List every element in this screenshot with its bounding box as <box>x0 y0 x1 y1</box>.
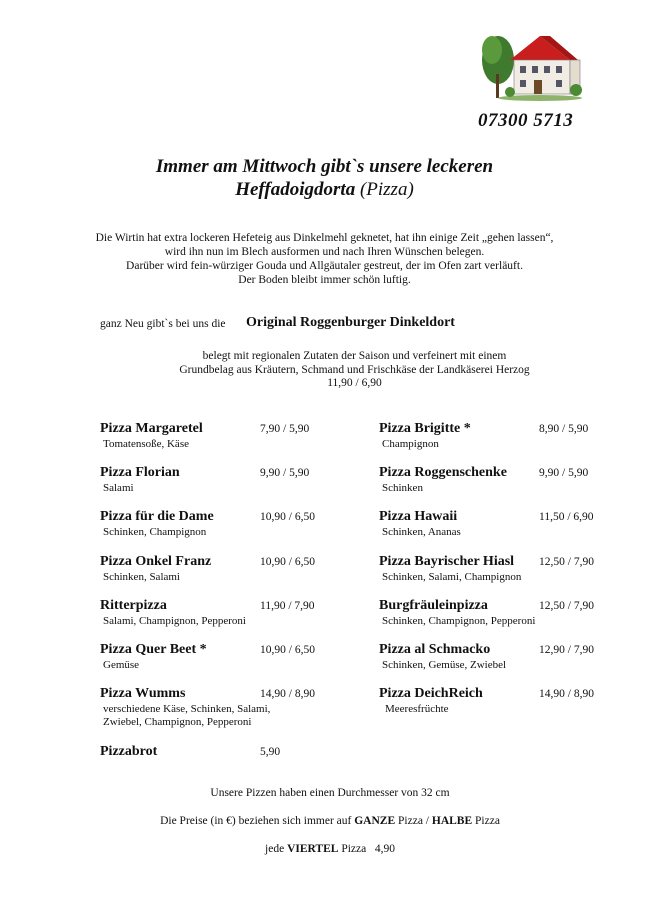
menu-item-desc: Schinken, Ananas <box>382 526 461 538</box>
menu-item-name: Pizza Wumms <box>100 686 186 701</box>
menu-item-price: 12,50 / 7,90 <box>539 600 594 612</box>
menu-item-desc: Schinken <box>382 482 423 494</box>
menu-item-name: Burgfräuleinpizza <box>379 598 488 613</box>
price-note-mid: Pizza / <box>398 815 429 827</box>
menu-item-name: Ritterpizza <box>100 598 167 613</box>
intro-line: Darüber wird fein-würziger Gouda und Allgäutaler gestreut, der im Ofen zart verläuft. <box>126 260 523 272</box>
menu-item-price: 5,90 <box>260 746 281 758</box>
menu-item-desc: Schinken, Gemüse, Zwiebel <box>382 659 507 671</box>
menu-item-desc-line: verschiedene Käse, Schinken, Salami, <box>103 703 271 715</box>
price-note-halbe: HALBE <box>431 815 473 827</box>
restaurant-logo <box>480 30 586 102</box>
menu-item-price: 7,90 / 5,90 <box>260 423 310 435</box>
price-note-pre: Die Preise (in €) beziehen sich immer auf <box>160 815 352 827</box>
intro-line: Die Wirtin hat extra lockeren Hefeteig aus Dinkelmehl geknetet, hat ihn einige Zeit „gehen lassen“, <box>95 232 554 244</box>
menu-item-price: 11,90 / 7,90 <box>260 600 315 612</box>
menu-item-price: 9,90 / 5,90 <box>260 467 310 479</box>
menu-item-price: 11,50 / 6,90 <box>539 511 594 523</box>
menu-item-desc: Schinken, Salami <box>103 571 180 583</box>
menu-item-desc: Tomatensoße, Käse <box>103 438 189 450</box>
menu-item-desc: Schinken, Champignon <box>103 526 207 538</box>
special-desc-line: belegt mit regionalen Zutaten der Saison und verfeinert mit einem <box>202 350 507 362</box>
menu-item-desc: Schinken, Champignon, Pepperoni <box>382 615 536 627</box>
menu-item-name: Pizza Onkel Franz <box>100 554 212 569</box>
menu-item-name: Pizza Margaretel <box>100 421 203 436</box>
menu-item-desc: Salami, Champignon, Pepperoni <box>103 615 246 627</box>
menu-item-price: 10,90 / 6,50 <box>260 644 315 656</box>
viertel-bold: VIERTEL <box>287 843 339 855</box>
headline-line2: Heffadoigdorta <box>235 179 356 200</box>
menu-item-name: Pizza Brigitte * <box>379 421 471 436</box>
menu-item-name: Pizza al Schmacko <box>379 642 491 657</box>
menu-item-name: Pizza Roggenschenke <box>379 465 507 480</box>
viertel-post: Pizza 4,90 <box>341 843 395 855</box>
menu-item-desc: Schinken, Salami, Champignon <box>382 571 522 583</box>
menu-item-price: 14,90 / 8,90 <box>539 688 594 700</box>
special-desc-line: Grundbelag aus Kräutern, Schmand und Frischkäse der Landkäserei Herzog <box>179 363 530 376</box>
menu-item-desc: Champignon <box>382 438 439 450</box>
price-note <box>0 815 649 827</box>
diameter-note: Unsere Pizzen haben einen Durchmesser von 32 cm <box>210 787 450 799</box>
headline-line1: Immer am Mittwoch gibt`s unsere leckeren <box>155 156 494 177</box>
menu-item-price: 9,90 / 5,90 <box>539 467 589 479</box>
menu-item-price: 12,90 / 7,90 <box>539 644 594 656</box>
intro-line: Der Boden bleibt immer schön luftig. <box>238 274 411 286</box>
special-description <box>0 350 649 391</box>
menu-item-price: 12,50 / 7,90 <box>539 556 594 568</box>
menu-item-price: 10,90 / 6,50 <box>260 511 315 523</box>
menu-item-desc <box>103 703 270 729</box>
menu-item-name: Pizza Bayrischer Hiasl <box>379 554 515 569</box>
price-note-post: Pizza <box>475 815 500 827</box>
menu-item-name: Pizza DeichReich <box>379 686 483 701</box>
menu-item-name: Pizza Hawaii <box>379 509 458 524</box>
menu-item-price: 14,90 / 8,90 <box>260 688 315 700</box>
menu-item-desc: Salami <box>103 482 134 494</box>
headline-line2-wrap <box>0 178 649 201</box>
menu-item-price: 10,90 / 6,50 <box>260 556 315 568</box>
headline <box>0 155 649 201</box>
menu-item-desc: Gemüse <box>103 659 140 671</box>
special-price: 11,90 / 6,90 <box>327 377 382 389</box>
menu-item-desc: Meeresfrüchte <box>385 703 449 715</box>
phone-number: 07300 5713 <box>478 110 574 131</box>
menu-item-name: Pizza Quer Beet * <box>100 642 207 657</box>
headline-paren: (Pizza) <box>359 179 414 200</box>
special-name: Original Roggenburger Dinkeldort <box>246 315 455 330</box>
price-note-ganze: GANZE <box>354 815 396 827</box>
menu-item-desc-line: Zwiebel, Champignon, Pepperoni <box>103 716 252 728</box>
viertel-pre: jede <box>265 843 285 855</box>
intro-line: wird ihn nun im Blech ausformen und nach Ihren Wünschen belegen. <box>164 246 485 258</box>
menu-item-name: Pizzabrot <box>100 744 158 759</box>
intro-text <box>0 231 649 287</box>
menu-item-name: Pizza Florian <box>100 465 180 480</box>
viertel-note <box>0 843 649 855</box>
menu-item-name: Pizza für die Dame <box>100 509 214 524</box>
special-lead: ganz Neu gibt`s bei uns die <box>100 318 226 330</box>
menu-item-price: 8,90 / 5,90 <box>539 423 589 435</box>
